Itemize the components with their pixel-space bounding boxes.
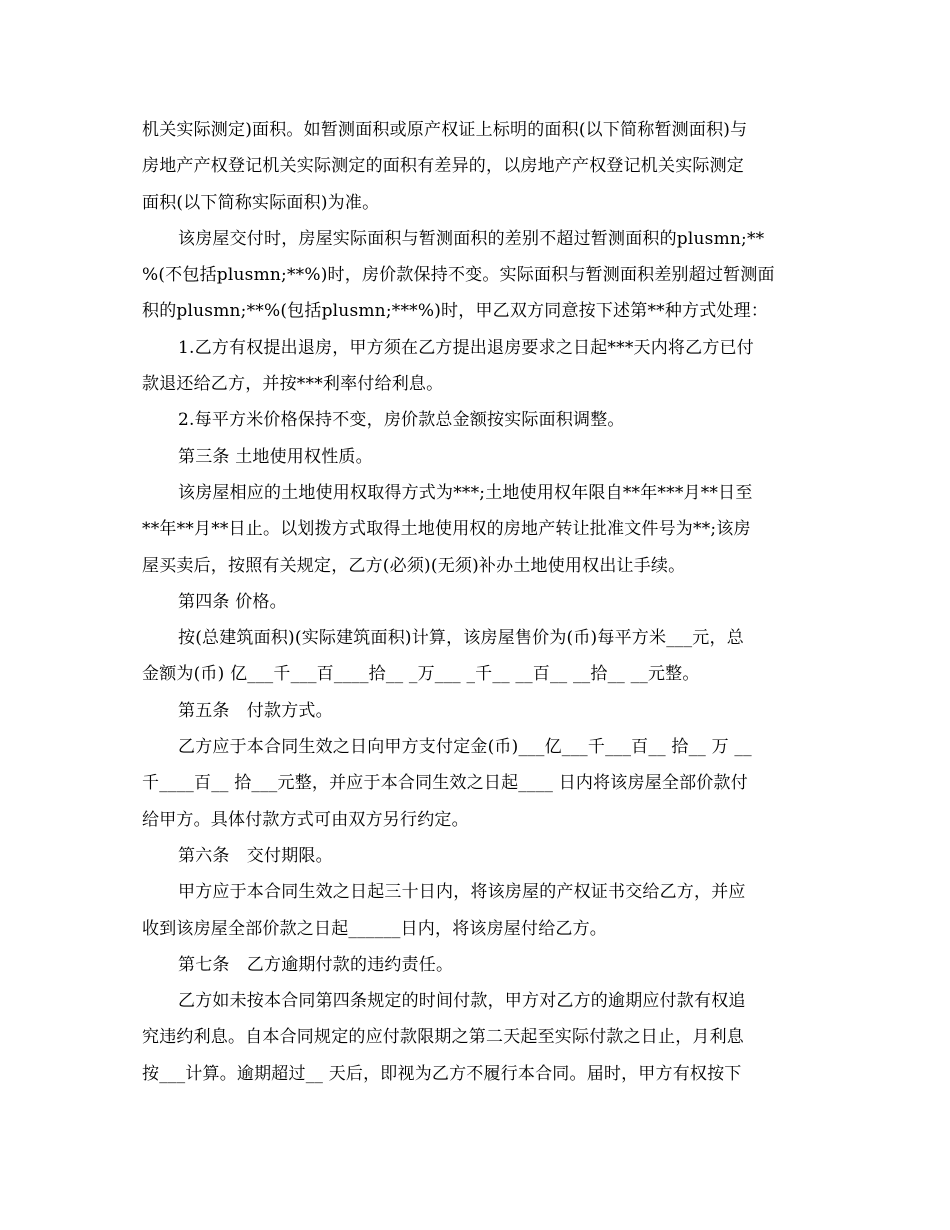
text-line: 2.每平方米价格保持不变，房价款总金额按实际面积调整。 bbox=[178, 410, 625, 431]
paragraph bbox=[142, 693, 822, 729]
paragraph bbox=[142, 584, 822, 620]
paragraph bbox=[142, 838, 822, 874]
text-line: 1.乙方有权提出退房，甲方须在乙方提出退房要求之日起***天内将乙方已付 bbox=[178, 337, 754, 358]
paragraph bbox=[142, 874, 822, 947]
text-line: %(不包括plusmn;**%)时，房价款保持不变。实际面积与暂测面积差别超过暂测面 bbox=[142, 265, 775, 286]
paragraph bbox=[142, 402, 822, 438]
text-line: 乙方如未按本合同第四条规定的时间付款，甲方对乙方的逾期应付款有权追 bbox=[178, 991, 746, 1012]
paragraph bbox=[142, 620, 822, 693]
text-line: 乙方应于本合同生效之日向甲方支付定金(币)___亿___千___百__ 拾__ 万 __ bbox=[178, 737, 752, 758]
text-line: 面积(以下简称实际面积)为准。 bbox=[142, 192, 380, 213]
text-line: 按(总建筑面积)(实际建筑面积)计算，该房屋售价为(币)每平方米___元，总 bbox=[178, 628, 744, 649]
text-line: 金额为(币) 亿___千___百____拾__ _万___ _千__ __百__ __拾__ __元整。 bbox=[142, 664, 700, 685]
paragraph bbox=[142, 947, 822, 983]
paragraph bbox=[142, 330, 822, 403]
paragraph bbox=[142, 221, 822, 330]
contract-body bbox=[142, 112, 822, 1092]
text-line: 机关实际测定)面积。如暂测面积或原产权证上标明的面积(以下简称暂测面积)与 bbox=[142, 120, 748, 140]
text-line: **年**月**日止。以划拨方式取得土地使用权的房地产转让批准文件号为**;该房 bbox=[142, 519, 751, 540]
paragraph bbox=[142, 983, 822, 1092]
text-line: 千____百__ 拾___元整，并应于本合同生效之日起____ 日内将该房屋全部价款付 bbox=[142, 773, 748, 794]
text-line: 第四条 价格。 bbox=[178, 591, 287, 612]
text-line: 该房屋相应的土地使用权取得方式为***;土地使用权年限自**年***月**日至 bbox=[178, 482, 753, 503]
text-line: 按___计算。逾期超过__ 天后，即视为乙方不履行本合同。届时，甲方有权按下 bbox=[142, 1063, 742, 1084]
text-line: 究违约利息。自本合同规定的应付款限期之第二天起至实际付款之日止，月利息 bbox=[142, 1027, 744, 1048]
text-line: 第三条 土地使用权性质。 bbox=[178, 446, 373, 467]
paragraph bbox=[142, 112, 822, 221]
text-line: 房地产产权登记机关实际测定的面积有差异的，以房地产产权登记机关实际测定 bbox=[142, 156, 744, 177]
text-line: 积的plusmn;**%(包括plusmn;***%)时，甲乙双方同意按下述第**种方式处理： bbox=[142, 301, 769, 322]
text-line: 屋买卖后，按照有关规定，乙方(必须)(无须)补办土地使用权出让手续。 bbox=[142, 555, 686, 576]
text-line: 第五条 付款方式。 bbox=[178, 700, 333, 721]
paragraph bbox=[142, 729, 822, 838]
text-line: 甲方应于本合同生效之日起三十日内，将该房屋的产权证书交给乙方，并应 bbox=[178, 882, 746, 903]
text-line: 款退还给乙方，并按***利率付给利息。 bbox=[142, 374, 444, 395]
text-line: 第七条 乙方逾期付款的违约责任。 bbox=[178, 954, 454, 975]
text-line: 给甲方。具体付款方式可由双方另行约定。 bbox=[142, 809, 469, 830]
text-line: 收到该房屋全部价款之日起______日内，将该房屋付给乙方。 bbox=[142, 918, 607, 939]
paragraph bbox=[142, 475, 822, 584]
text-line: 第六条 交付期限。 bbox=[178, 845, 333, 866]
paragraph bbox=[142, 439, 822, 475]
text-line: 该房屋交付时，房屋实际面积与暂测面积的差别不超过暂测面积的plusmn;** bbox=[178, 228, 765, 249]
